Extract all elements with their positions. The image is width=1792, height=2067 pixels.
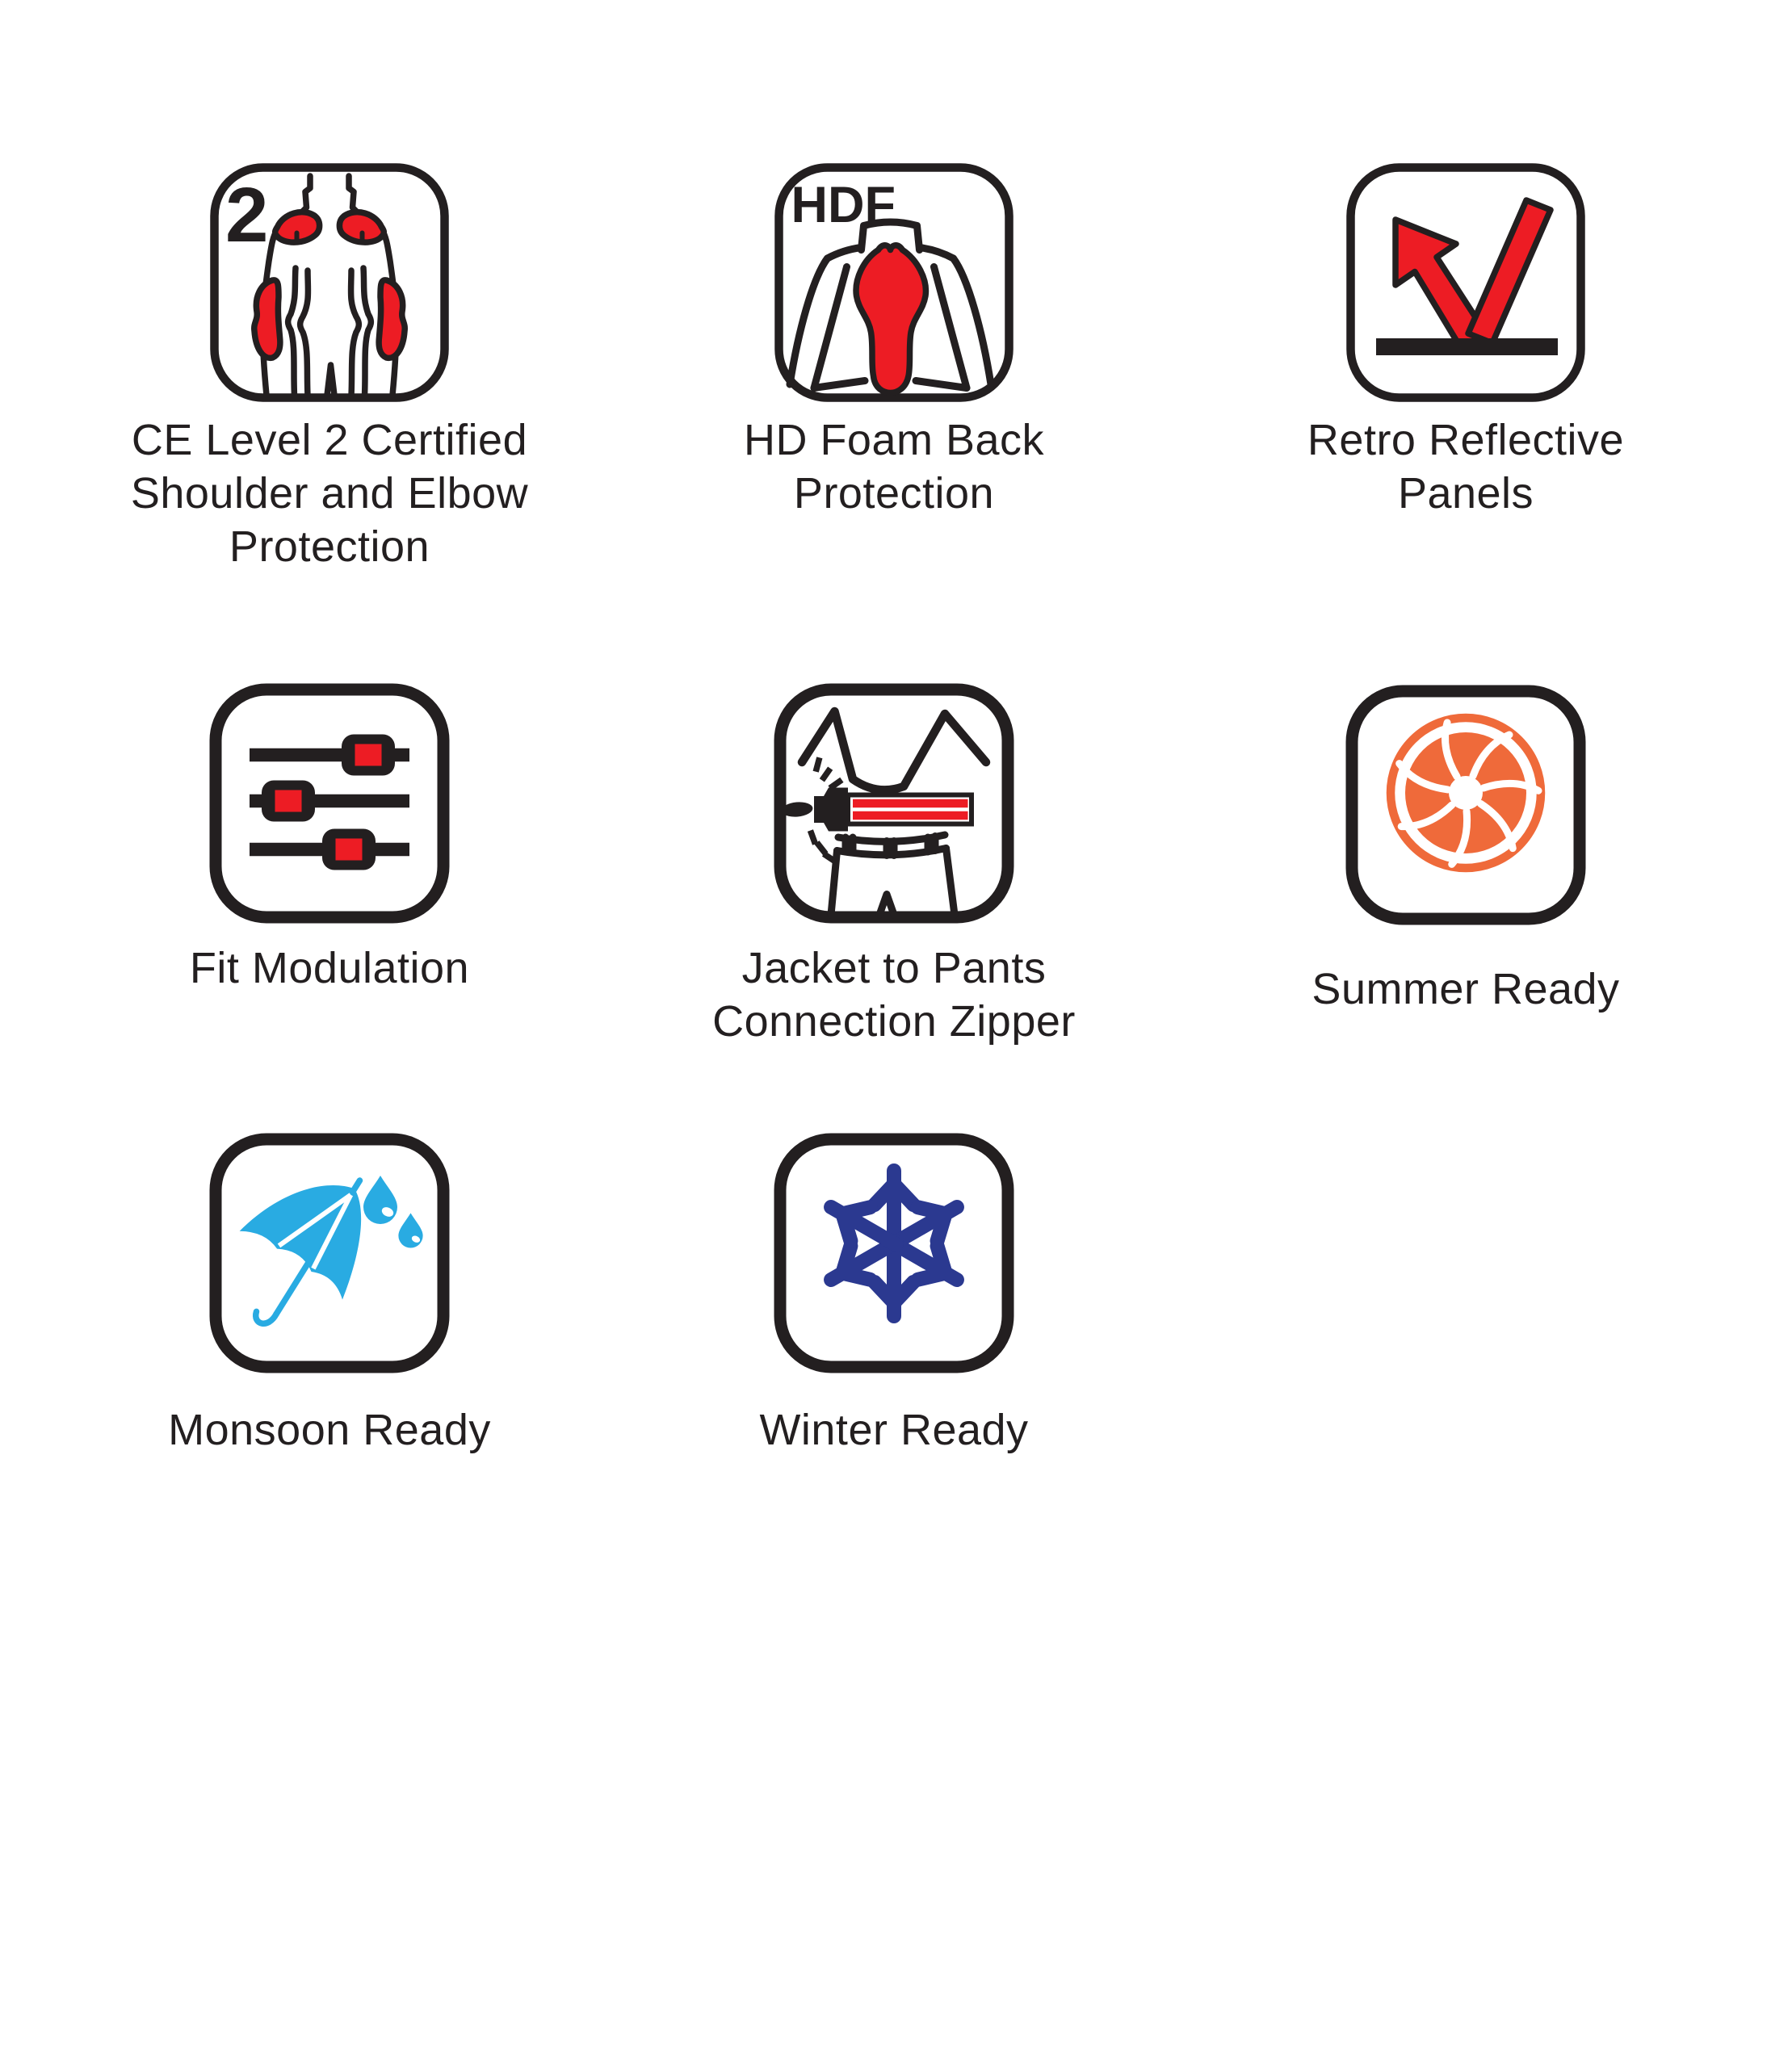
feature-label-fit-modulation	[71, 941, 588, 995]
snowflake-icon	[773, 1132, 1015, 1374]
icon-frame	[1351, 168, 1581, 398]
feature-jacket-to-pants-zipper	[773, 682, 1015, 924]
feature-label-line: HD Foam Back	[743, 416, 1045, 464]
feature-retro-reflective	[1345, 161, 1587, 404]
body-armor-icon	[208, 161, 451, 404]
feature-ce-level-2	[208, 161, 451, 404]
feature-fit-modulation	[208, 682, 451, 924]
feature-label-hd-foam-back	[636, 413, 1152, 520]
feature-label-line: Summer Ready	[1311, 965, 1620, 1013]
reflective-arrow-icon	[1345, 161, 1587, 404]
feature-label-monsoon-ready	[71, 1403, 588, 1457]
feature-label-retro-reflective	[1207, 413, 1724, 520]
feature-label-line: CE Level 2 Certified	[131, 416, 528, 464]
feature-label-line: Protection	[793, 469, 995, 518]
umbrella-rain-icon	[208, 1132, 451, 1374]
fan-icon	[1345, 684, 1587, 926]
reflective-surface-bar	[1376, 338, 1558, 355]
feature-label-winter-ready	[636, 1403, 1152, 1457]
connection-zipper-icon	[773, 682, 1015, 924]
feature-label-jacket-to-pants	[636, 941, 1152, 1048]
feature-label-line: Panels	[1397, 469, 1534, 518]
feature-label-line: Connection Zipper	[712, 997, 1076, 1046]
feature-label-line: Winter Ready	[759, 1406, 1029, 1454]
feature-label-line: Shoulder and Elbow	[130, 469, 529, 518]
sliders-icon	[208, 682, 451, 924]
feature-label-line: Retro Reflective	[1307, 416, 1625, 464]
feature-label-ce-level-2	[71, 413, 588, 573]
feature-monsoon-ready	[208, 1132, 451, 1374]
feature-summer-ready	[1345, 684, 1587, 926]
feature-hd-foam-back	[773, 161, 1015, 404]
feature-label-line: Protection	[229, 522, 430, 571]
feature-label-line: Fit Modulation	[189, 944, 470, 992]
hdf-badge: HDF	[791, 177, 896, 233]
feature-winter-ready	[773, 1132, 1015, 1374]
level-2-badge: 2	[225, 172, 269, 258]
feature-label-line: Monsoon Ready	[168, 1406, 491, 1454]
feature-label-line: Jacket to Pants	[741, 944, 1047, 992]
jacket-back-protector-icon	[773, 161, 1015, 404]
feature-label-summer-ready	[1207, 962, 1724, 1016]
